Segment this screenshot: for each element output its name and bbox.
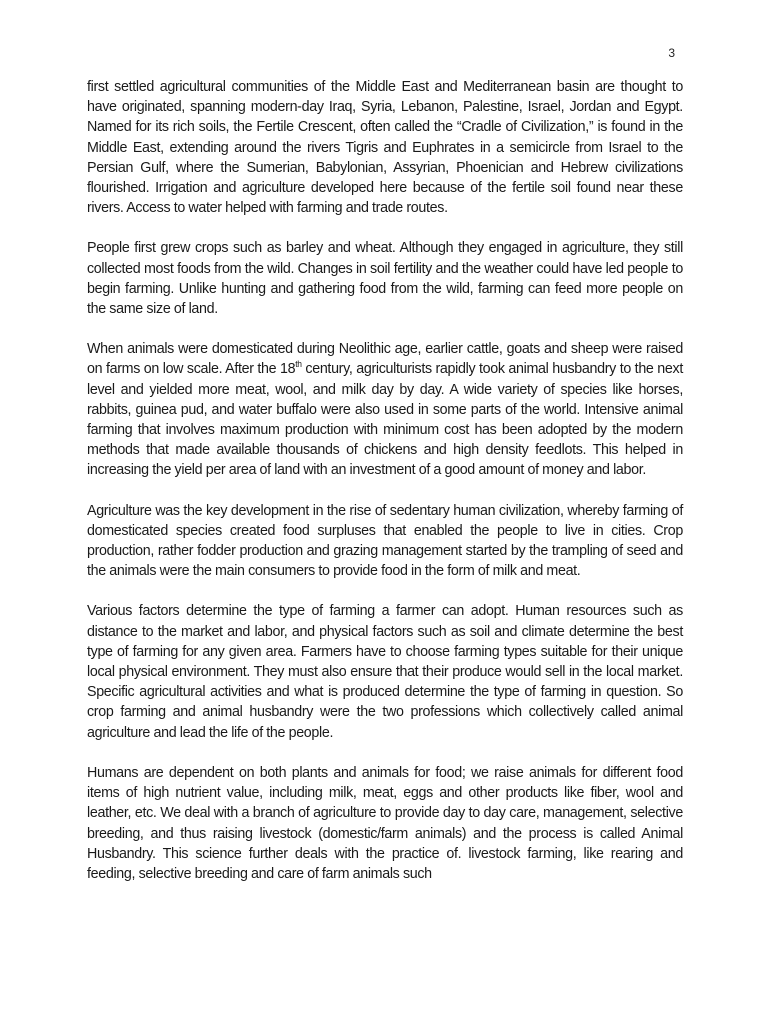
page-number: 3 xyxy=(668,46,675,60)
document-body xyxy=(87,77,683,904)
paragraph-domestication xyxy=(87,339,683,480)
paragraph-domestication-text-start: When animals were domesticated during Neolithic age, earlier cattle, goats and sheep were raised on farms on low scale. After the 18 xyxy=(87,340,683,378)
paragraph-animal-husbandry: Humans are dependent on both plants and animals for food; we raise animals for different food items of high nutrient value, including milk, meat, eggs and other products like fiber, wool and leather, etc. We deal with a branch of agriculture to provide day to day care, management, selective breeding, and thus raising livestock (domestic/farm animals) and the process is called Animal Husbandry. This science further deals with the practice of. livestock farming, like rearing and feeding, selective breeding and care of farm animals such xyxy=(87,763,683,882)
paragraph-first-crops: People first grew crops such as barley and wheat. Although they engaged in agriculture, they still collected most foods from the wild. Changes in soil fertility and the weather could have led people to begin farming. Unlike hunting and gathering food from the wild, farming can feed more people on the same size of land. xyxy=(87,239,683,318)
paragraph-domestication-text-end: century, agriculturists rapidly took animal husbandry to the next level and yielded more meat, wool, and milk day by day. A wide variety of species like horses, rabbits, guinea pud, and water buffalo were also used in some parts of the world. Intensive animal farming that involves maximum production with minimum cost has been adopted by the modern methods that made available thousands of chickens and high density feedlots. This helped in increasing the yield per area of land with an investment of a good amount of money and labor. xyxy=(87,360,683,479)
paragraph-fertile-crescent: first settled agricultural communities of the Middle East and Mediterranean basin are thought to have originated, spanning modern-day Iraq, Syria, Lebanon, Palestine, Israel, Jordan and Egypt. Named for its rich soils, the Fertile Crescent, often called the “Cradle of Civilization,” is found in the Middle East, extending around the rivers Tigris and Euphrates in a semicircle from Israel to the Persian Gulf, where the Sumerian, Babylonian, Assyrian, Phoenician and Hebrew civilizations flourished. Irrigation and agriculture developed here because of the fertile soil found near these rivers. Access to water helped with farming and trade routes. xyxy=(87,78,683,217)
ordinal-superscript: th xyxy=(295,359,302,370)
paragraph-sedentary-civilization: Agriculture was the key development in the rise of sedentary human civilization, whereby farming of domesticated species created food surpluses that enabled the people to live in cities. Crop production, rather fodder production and grazing management started by the trampling of seed and the animals were the main consumers to provide food in the form of milk and meat. xyxy=(87,501,683,580)
paragraph-farming-factors: Various factors determine the type of farming a farmer can adopt. Human resources such as distance to the market and labor, and physical factors such as soil and climate determine the best type of farming for any given area. Farmers have to choose farming types suitable for their unique local physical environment. They must also ensure that their produce would sell in the local market. Specific agricultural activities and what is produced determine the type of farming in question. So crop farming and animal husbandry were the two professions which collectively called animal agriculture and lead the life of the people. xyxy=(87,602,683,741)
